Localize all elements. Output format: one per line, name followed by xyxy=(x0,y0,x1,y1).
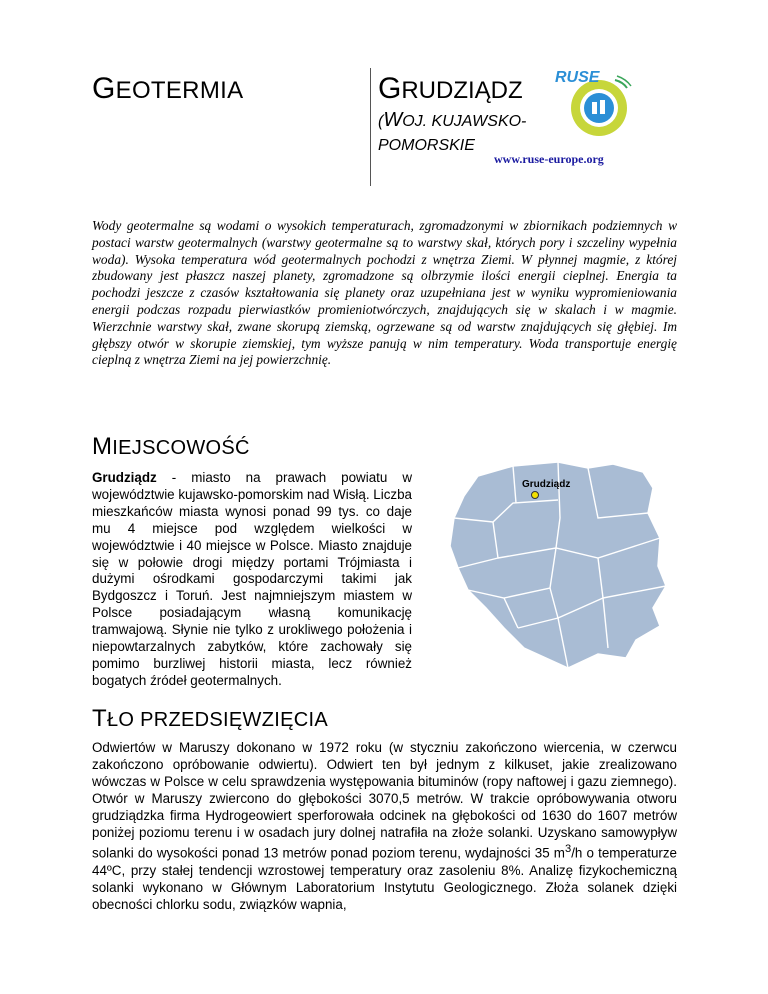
map-city-label: Grudziądz xyxy=(522,479,571,490)
city-title-rest: RUDZIĄDZ xyxy=(401,77,523,104)
section-heading-background xyxy=(92,705,328,733)
region-name xyxy=(378,108,578,158)
ruse-logo xyxy=(555,60,635,145)
document-title-initial: G xyxy=(92,72,116,105)
region-line2: POMORSKIE xyxy=(378,137,475,154)
place-name: Grudziądz xyxy=(92,470,157,485)
city-title xyxy=(378,72,523,106)
region-line1: OJ. KUJAWSKO- xyxy=(402,113,527,130)
poland-map xyxy=(438,458,678,680)
background-text-part1: Odwiertów w Maruszy dokonano w 1972 roku (w styczniu zakończono wiercenia, w czerwcu zakończono opróbowanie odwiertu). Odwiert ten był jednym z kilkuset, jakie zrealizowano wówczas w Polsce w celu sprawdzenia występowania bituminów (ropy naftowej i gazu ziemnego). Otwór w Maruszy zwiercono do głębokości 3070,5 metrów. W trakcie opróbowywania otworu grudziądzka firma Hydrogeowiert sperforowała odcinek na głębokości od 1630 do 1607 metrów poniżej poziomu terenu i w osadach jury dolnej natrafiła na złoże solanki. Uzyskano samowypływ solanki do wysokości ponad 13 metrów ponad poziom terenu, wydajności 35 m xyxy=(92,740,677,861)
website-link[interactable]: www.ruse-europe.org xyxy=(494,152,604,166)
city-marker xyxy=(532,492,539,499)
place-description: - miasto na prawach powiatu w województwie kujawsko-pomorskim nad Wisłą. Liczba mieszkańców miasta wynosi ponad 99 tys. co daje mu 4 miejsce pod względem wielkości w województwie i 40 miejsce w Polsce. Miasto znajduje się w połowie drogi między portami Trójmiasta i dużymi ośrodkami gospodarczymi takimi jak Bydgoszcz i Toruń. Jest najmniejszym miastem w Polsce posiadającym własną komunikację tramwajową. Słynie nie tylko z urokliwego położenia i niepowtarzalnych zabytków, które zachowały się pomimo burzliwej historii miasta, lecz również bogatych źródeł geotermalnych. xyxy=(92,470,413,688)
region-paren: ( xyxy=(378,113,384,130)
section-heading-background-initial: T xyxy=(92,705,107,732)
city-title-initial: G xyxy=(378,72,402,105)
section-heading-place-initial: M xyxy=(92,433,113,460)
background-paragraph xyxy=(92,740,677,914)
region-initial: W xyxy=(383,109,403,131)
header-divider xyxy=(370,68,371,186)
ruse-logo-text: RUSE xyxy=(555,69,600,86)
section-heading-place xyxy=(92,433,250,461)
section-heading-place-rest: IEJSCOWOŚĆ xyxy=(112,437,250,459)
background-text-part2: /h o temperaturze 44ºC, przy stałej tendencji wzrostowej temperatury oraz zasoleniu 8%. Analizę fizykochemiczną solanki wykonano w Głównym Laboratorium Instytutu Geologicznego. Złoża solanek dzięki obecności chlorku sodu, związków wapnia, xyxy=(92,845,678,912)
section-heading-background-rest: ŁO PRZEDSIĘWZIĘCIA xyxy=(106,709,328,731)
superscript-3: 3 xyxy=(564,843,572,856)
place-paragraph xyxy=(92,470,412,690)
document-title-rest: EOTERMIA xyxy=(115,77,244,104)
document-title xyxy=(92,72,243,106)
intro-paragraph: Wody geotermalne są wodami o wysokich temperaturach, zgromadzonymi w zbiornikach podziemnych w postaci warstw geotermalnych (warstwy geotermalne są to warstwy skał, których pory i szczeliny wypełnia woda). Wysoka temperatura wód geotermalnych pochodzi z wnętrza Ziemi. W płynnej magmie, z której zbudowany jest płaszcz naszej planety, zgromadzone są olbrzymie ilości energii cieplnej. Energia ta pochodzi jeszcze z czasów kształtowania się planety oraz uzupełniana jest w wyniku wypromieniowania energii podczas rozpadu pierwiastków promieniotwórczych, znajdujących się w skalach i w magmie. Wierzchnie warstwy skał, zwane skorupą ziemską, ogrzewane są od warstw znajdujących się głębiej. Im głębszy otwór w skorupie ziemskiej, tym wyższe panują w nim temperatury. Woda transportuje energię cieplną z wnętrza Ziemi na jej powierzchnię. xyxy=(92,218,677,368)
poland-outline xyxy=(450,462,666,668)
